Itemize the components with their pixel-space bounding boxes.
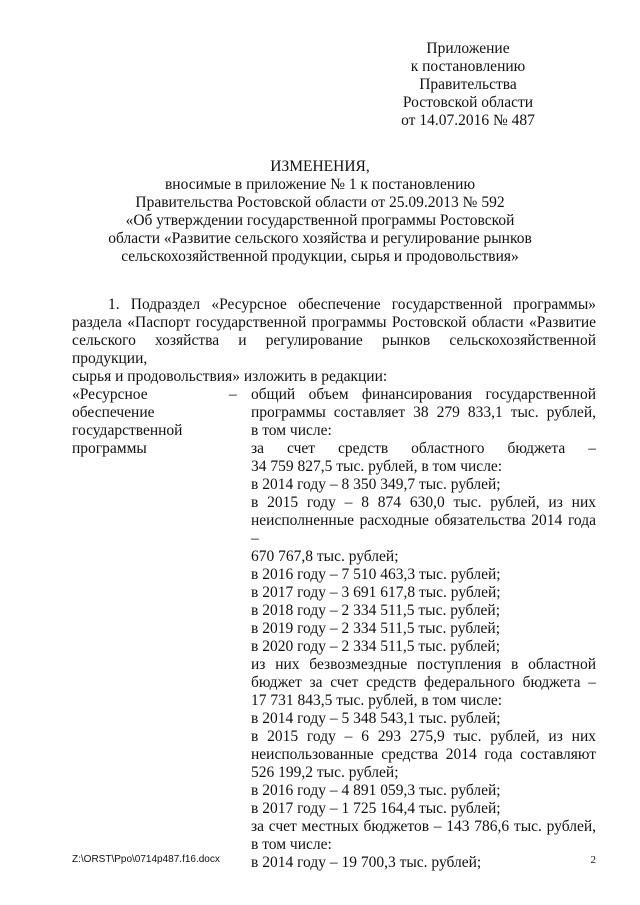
resource-line: 526 199,2 тыс. рублей; xyxy=(251,764,399,781)
resource-line: в 2015 году – 8 874 630,0 тыс. рублей, из них xyxy=(251,494,596,511)
title-line: Правительства Ростовской области от 25.09.2013 № 592 xyxy=(135,194,505,211)
appendix-block xyxy=(368,40,568,130)
resource-line: 670 767,8 тыс. рублей; xyxy=(251,548,399,565)
resource-line: в 2015 году – 6 293 275,9 тыс. рублей, из них xyxy=(251,728,596,745)
paragraph-line: сырья и продовольствия» изложить в редакции: xyxy=(72,368,388,385)
resource-value-cell xyxy=(251,386,596,872)
appendix-line: Ростовской области xyxy=(402,94,534,111)
resource-label-line: государственной xyxy=(72,422,183,439)
resource-line: в 2018 году – 2 334 511,5 тыс. рублей; xyxy=(251,602,501,619)
resource-line: общий объем финансирования государственной xyxy=(251,386,596,403)
resource-label-line: программы xyxy=(72,440,147,457)
paragraph-line: раздела «Паспорт государственной программы Ростовской области «Развитие xyxy=(72,314,596,331)
paragraph-line: 1. Подраздел «Ресурсное обеспечение государственной программы» xyxy=(108,296,596,313)
resource-line: в 2014 году – 5 348 543,1 тыс. рублей; xyxy=(251,710,501,727)
resource-line: в 2016 году – 7 510 463,3 тыс. рублей; xyxy=(251,566,501,583)
resource-line: за счет средств областного бюджета – xyxy=(251,440,596,457)
resource-line: за счет местных бюджетов – 143 786,6 тыс. рублей, xyxy=(251,818,596,835)
separator-dash: – xyxy=(229,386,237,403)
resource-line: неиспользованные средства 2014 года составляют xyxy=(251,746,596,763)
resource-line: неисполненные расходные обязательства 2014 года – xyxy=(251,512,596,547)
title-heading: ИЗМЕНЕНИЯ, xyxy=(270,158,370,175)
document-title xyxy=(72,158,568,266)
appendix-line: Приложение xyxy=(426,40,510,57)
title-line: сельскохозяйственной продукции, сырья и продовольствия» xyxy=(121,248,519,265)
resource-line: в 2014 году – 19 700,3 тыс. рублей; xyxy=(251,854,482,871)
page-number: 2 xyxy=(590,854,596,866)
paragraph-line: сельского хозяйства и регулирование рынков сельскохозяйственной продукции, xyxy=(72,332,596,367)
resource-line: в 2019 году – 2 334 511,5 тыс. рублей; xyxy=(251,620,501,637)
resource-label-line: обеспечение xyxy=(72,404,155,421)
resource-line: в 2020 году – 2 334 511,5 тыс. рублей; xyxy=(251,638,501,655)
resource-label-line: «Ресурсное xyxy=(72,386,148,403)
resource-line: в 2016 году – 4 891 059,3 тыс. рублей; xyxy=(251,782,501,799)
footer-file-path: Z:\ORST\Ppo\0714p487.f16.docx xyxy=(72,854,220,865)
appendix-line: Правительства xyxy=(419,76,517,93)
resource-line: из них безвозмездные поступления в областной xyxy=(251,656,596,673)
title-line: области «Развитие сельского хозяйства и регулирование рынков xyxy=(108,230,532,247)
resource-line: бюджет за счет средств федерального бюджета – xyxy=(251,674,596,691)
resource-line: 17 731 843,5 тыс. рублей, в том числе: xyxy=(251,692,503,709)
resource-line: программы составляет 38 279 833,1 тыс. рублей, xyxy=(251,404,596,421)
resource-line: в том числе: xyxy=(251,422,332,439)
resource-line: в том числе: xyxy=(251,836,332,853)
resource-line: в 2017 году – 3 691 617,8 тыс. рублей; xyxy=(251,584,501,601)
resource-line: в 2017 году – 1 725 164,4 тыс. рублей; xyxy=(251,800,501,817)
appendix-line: от 14.07.2016 № 487 xyxy=(401,112,535,129)
resource-line: 34 759 827,5 тыс. рублей, в том числе: xyxy=(251,458,503,475)
resource-label-cell xyxy=(72,386,222,458)
appendix-line: к постановлению xyxy=(410,58,526,75)
title-line: «Об утверждении государственной программы Ростовской xyxy=(125,212,515,229)
intro-paragraph xyxy=(72,296,596,386)
title-line: вносимые в приложение № 1 к постановлению xyxy=(164,176,476,193)
resource-line: в 2014 году – 8 350 349,7 тыс. рублей; xyxy=(251,476,501,493)
